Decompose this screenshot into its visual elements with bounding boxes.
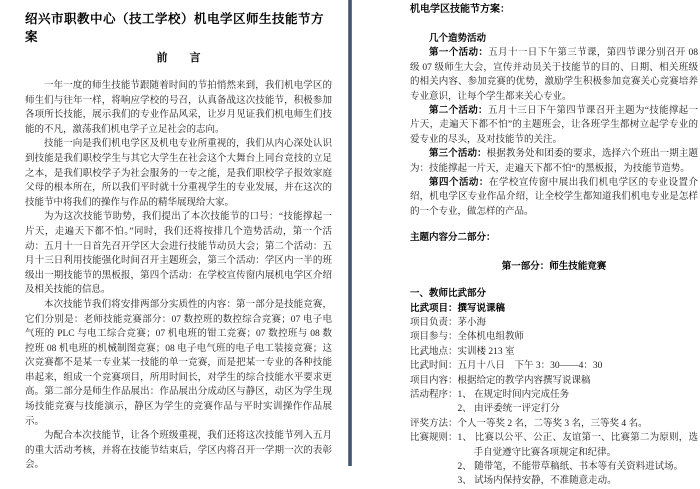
page-right	[352, 0, 700, 487]
parts-heading: 主题内容分二部分：	[410, 233, 496, 244]
page-left	[0, 0, 348, 471]
field-value: 全体机电组教师	[457, 332, 525, 343]
rules-row	[410, 431, 698, 489]
procedure-step: 1、 在规定时间内完成任务	[457, 389, 570, 400]
award-row	[410, 417, 698, 431]
contest-field	[410, 374, 698, 388]
document-title: 绍兴市职教中心（技工学校）机电学区师生技能节方案	[25, 12, 325, 44]
foreword-paragraph: 为配合本次技能节，让各个班级重视，我们还将这次技能节列入五月的重大活动考核，并将在技能节结束后，学区内将召开一学期一次的表彰会。	[25, 431, 332, 471]
field-label: 评奖方法：	[410, 418, 458, 429]
field-value: 实训楼 213 室	[457, 346, 515, 357]
field-value: 五月十八日 下午 3：30——4：30	[457, 361, 603, 372]
activity-label: 第三个活动：	[429, 149, 487, 160]
foreword-paragraph: 本次技能节我们将安排两部分实质性的内容：第一部分是技能竞赛，它们分别是：老师技能竞赛部分：07 数控班的数控综合竞赛；07 电子电气班的 PLC 与电工综合竞赛；07 机电班的钳工竞赛；07 数控班与 08 数控班 08 机电班的机械制图竞赛；08 电子电气班的电子电工装接竞赛；这次竞赛都不是某一专业某一技能的单一竞赛，而是把某一专业的各种技能串起来，组成一个竞赛项目，所用时间长，对学生的综合技能水平要求更高。第二部分是师生作品展出：作品展出分成动区与静区，动区为学生现场技能竞赛与技能演示，静区为学生的竞赛作品与平时实训操作作品展示。	[25, 299, 332, 427]
foreword-heading: 前 言	[156, 52, 201, 64]
plan-heading: 机电学区技能节方案：	[410, 4, 510, 15]
rule-item: 2、 随带笔，不能带草稿纸、书本等有关资料进试场。	[457, 461, 684, 472]
field-value: 根据给定的教学内容撰写说课稿	[457, 375, 591, 386]
field-label: 比武地点：	[410, 346, 458, 357]
field-value: 撰写说课稿	[457, 303, 506, 314]
field-label: 比武时间：	[410, 361, 458, 372]
field-label: 活动程序：	[410, 389, 458, 400]
contest-field	[410, 316, 698, 330]
activity-text: 在学校宣传窗中展出我们机电学区的专业设置介绍，机电学区专业作品介绍，让全校学生都知道我们机电专业是怎样的一个专业，做怎样的产品。	[410, 178, 698, 217]
contest-field	[410, 330, 698, 344]
procedure-row	[410, 388, 698, 417]
contest-field	[410, 302, 698, 316]
field-label: 项目参与：	[410, 332, 458, 343]
activity-item	[410, 46, 698, 104]
activity-item	[410, 104, 698, 147]
contest-field	[410, 345, 698, 359]
field-label: 比赛规则：	[410, 433, 458, 444]
teacher-section-heading: 一、教师比武部分	[410, 289, 487, 300]
activity-item	[410, 147, 698, 176]
activities-heading: 几个造势活动	[429, 34, 487, 44]
procedure-step: 2、 由评委统一评定打分	[457, 404, 560, 415]
rule-item: 1、 比赛以公平、公正、友谊第一、比赛第二为原则，选手自觉遵守比赛各项规定和纪律。	[457, 433, 698, 458]
contest-field	[410, 359, 698, 373]
activity-label: 第一个活动：	[429, 48, 489, 59]
foreword-paragraph: 一年一度的师生技能节跟随着时间的节拍悄然来到，我们机电学区的师生们与往年一样，将响应学校的号召，认真备战这次技能节，积极参加各项所长技能，展示我们的专业作品风采，让岁月见证我们机电师生们技能的不凡，激荡我们机电学子立足社会的志向。	[25, 81, 332, 135]
rule-item: 3、 试场内保持安静，不准随意走动。	[457, 476, 617, 487]
activity-text: 五月十三日下午第四节课召开主题为“技能撑起一片天，走遍天下都不怕”的主题班会，让各班学生都树立起学专业的爱专业的尽头，及对技能节的关注。	[410, 106, 698, 145]
field-label: 比武项目：	[410, 303, 458, 314]
field-label: 项目负责：	[410, 317, 458, 328]
foreword-paragraph: 技能一向是我们机电学区及机电专业所重视的，我们从内心深处认识到技能是我们职校学生与其它大学生在社会这个大舞台上同台竞技的立足之本，是我们职校学子为社会服务的一专之能，是我们职校学子报效家庭父母的根本所在，所以我们平时就十分重视学生的专业发展，并在这次的技能节中将我们的操作与作品的精华展现给大家。	[25, 139, 332, 208]
rules-list	[458, 431, 698, 489]
field-value: 个人一等奖 2 名，二等奖 3 名，三等奖 4 名。	[457, 418, 648, 429]
foreword-paragraph: 为为这次技能节助势，我们提出了本次技能节的口号：“技能撑起一片天，走遍天下都不怕。”同时，我们还将按排几个造势活动，第一个活动：五月十一日首先召开学区大会进行技能节动员大会；第二个活动：五月十三日利用技能强化时间召开主题班会，第三个活动：学区内一半的班级出一期技能节的黑板报，第四个活动：在学校宣传窗内展机电学区介绍及相关技能的信息。	[25, 212, 332, 296]
field-value: 茅小海	[457, 317, 487, 328]
field-label: 项目内容：	[410, 375, 458, 386]
activity-text: 根据教务处和团委的要求，选择六个班出一期主题为：技能撑起一片天，走遍天下都不怕“的黑板报，为技能节造势。	[410, 149, 698, 174]
activity-item	[410, 176, 698, 219]
procedure-steps	[458, 388, 698, 417]
part1-title: 第一部分：师生技能竞赛	[501, 261, 607, 272]
activity-label: 第四个活动：	[429, 178, 489, 189]
activity-text: 五月十一日下午第三节课，第四节课分别召开 08 级 07 级师生大会，宣传并动员关于技能节的目的、日期、相关班级的相关内容、参加竞赛的优势，激励学生积极参加竞赛关心竞赛培养专业意识，让每个学生都来关心专业。	[410, 48, 698, 102]
activity-label: 第二个活动：	[429, 106, 488, 117]
